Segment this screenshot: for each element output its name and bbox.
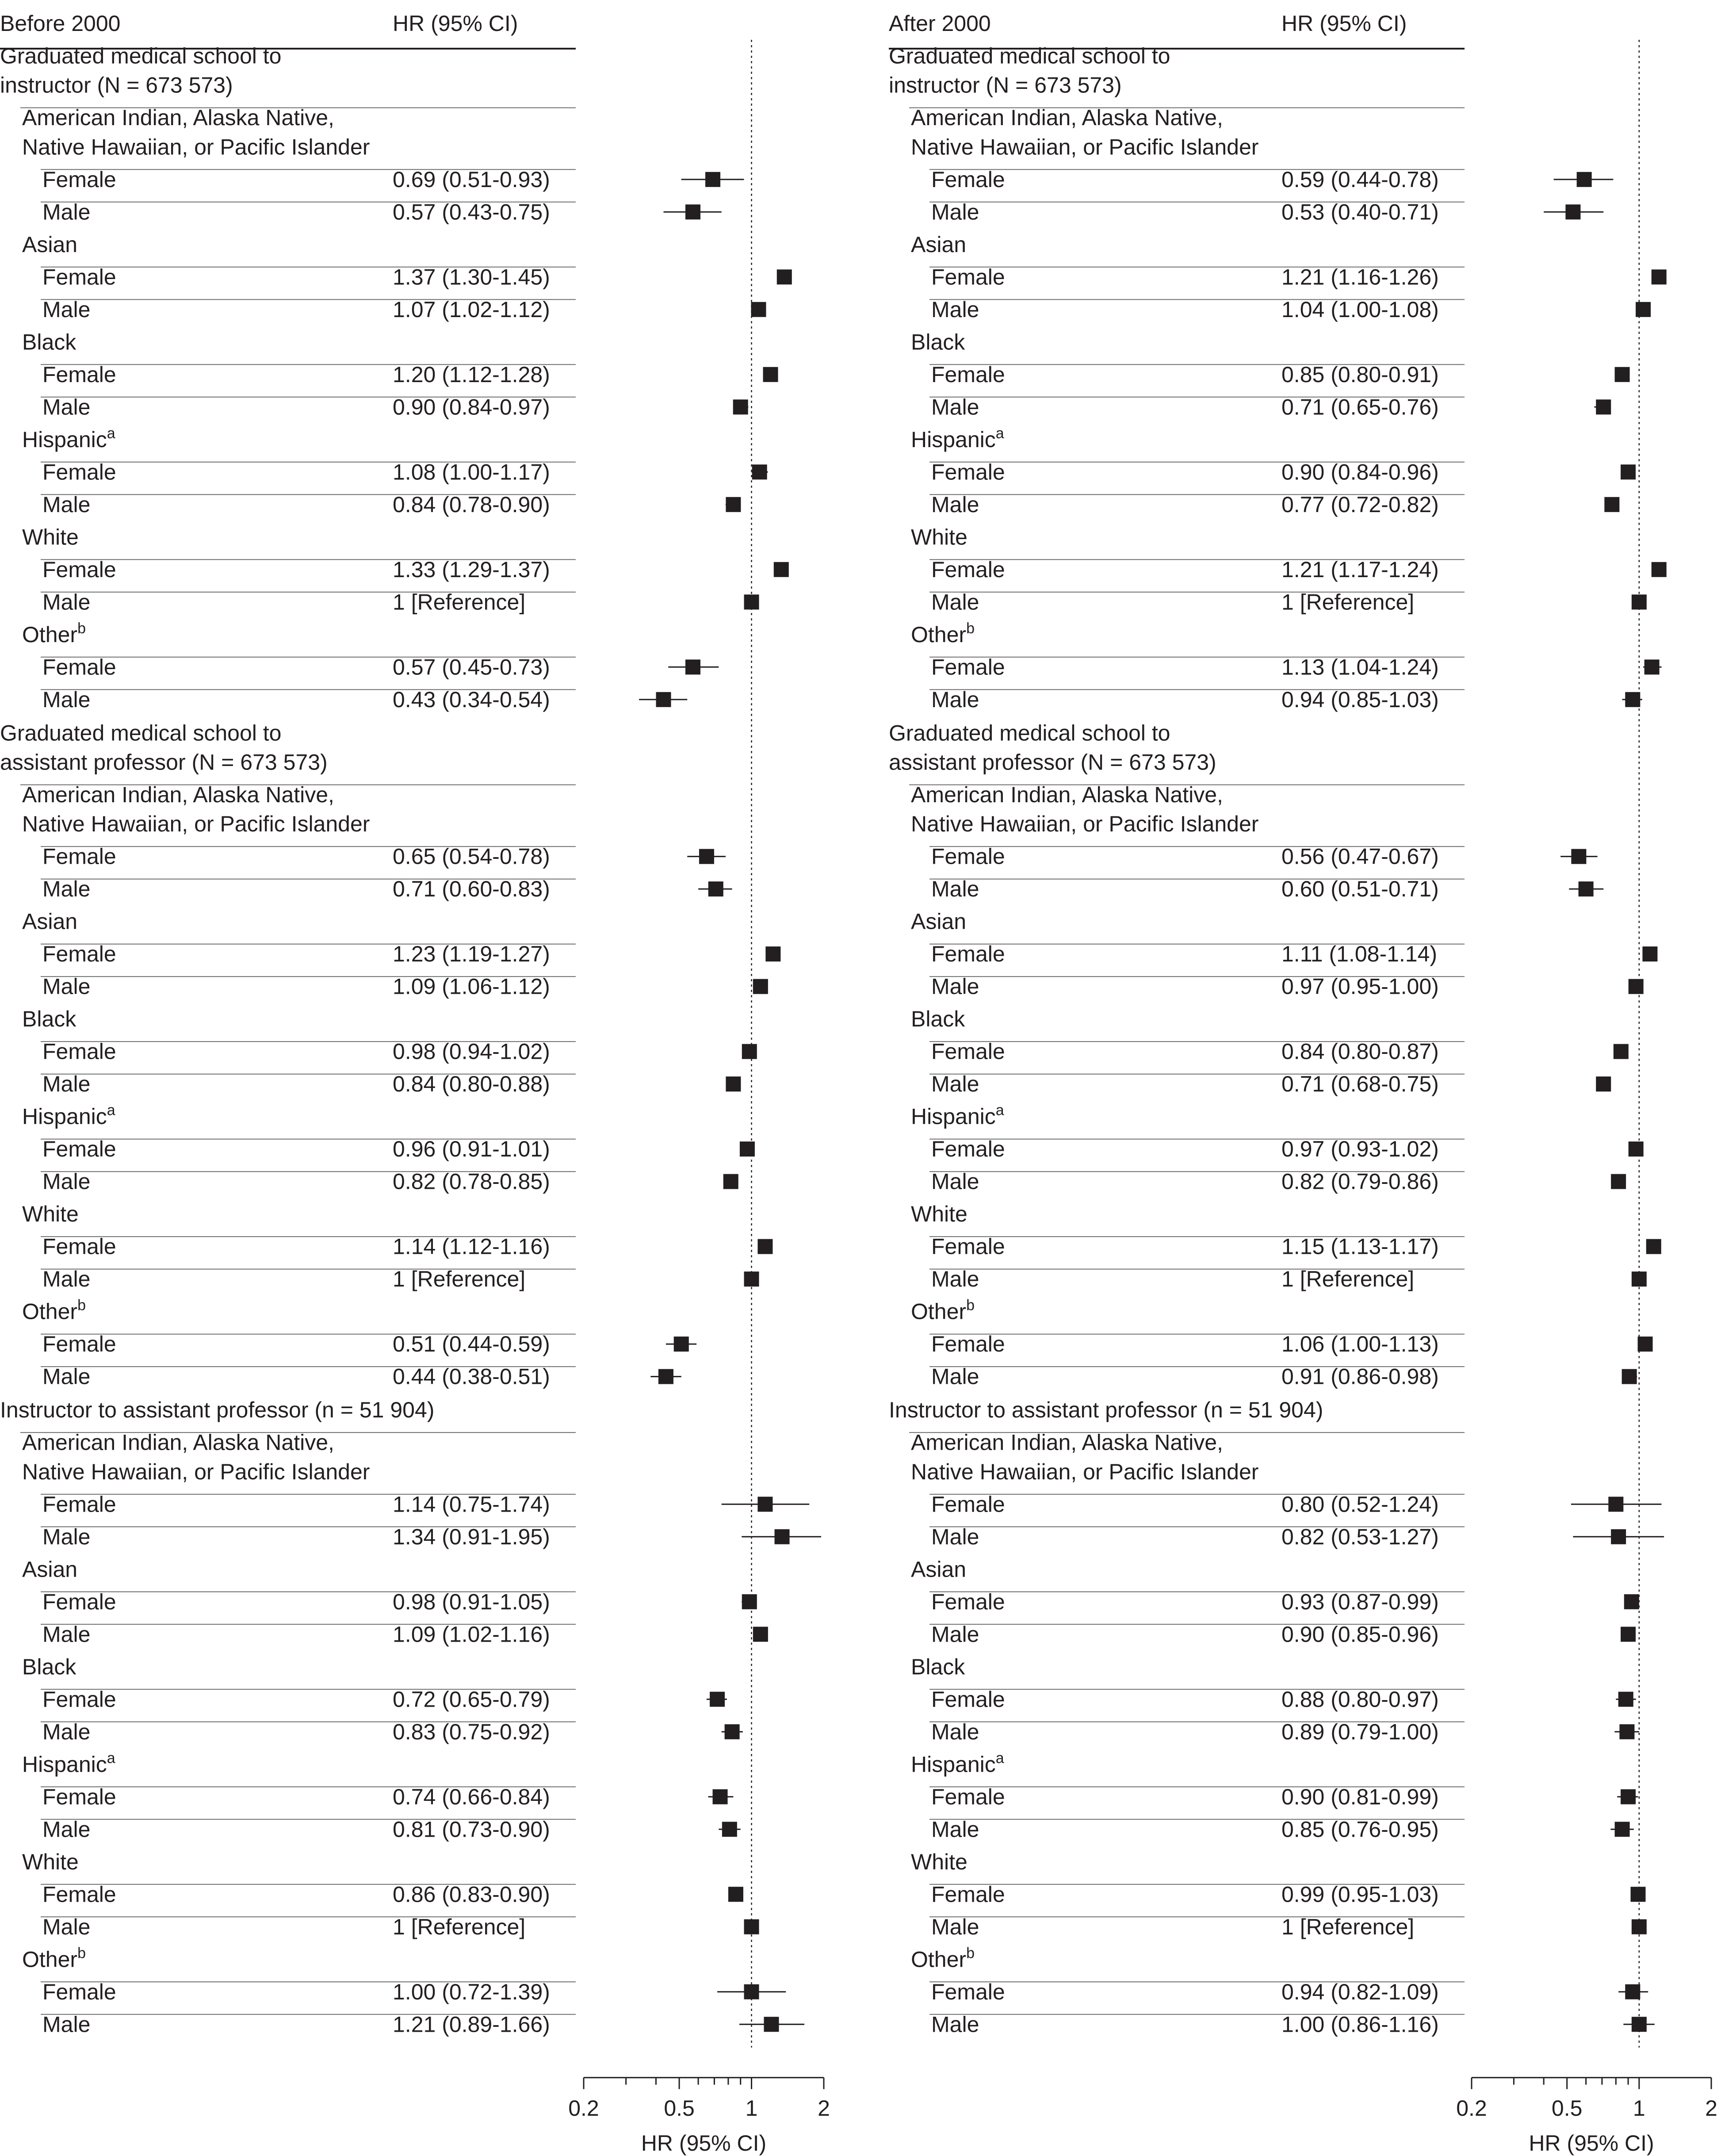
sex-label: Female	[931, 1784, 1005, 1809]
hr-value: 1.37 (1.30-1.45)	[393, 264, 550, 290]
hr-value: 0.56 (0.47-0.67)	[1281, 844, 1439, 869]
hr-point	[752, 464, 767, 479]
sex-label: Female	[42, 1979, 116, 2004]
hr-value: 1 [Reference]	[393, 1267, 526, 1292]
hr-point	[728, 1887, 743, 1902]
hr-point	[708, 881, 723, 896]
sex-label: Male	[931, 1524, 979, 1549]
footnote-marker: b	[966, 620, 975, 637]
hr-value: 0.85 (0.80-0.91)	[1281, 362, 1439, 387]
x-tick-label: 2	[818, 2095, 830, 2121]
forest-panel-0	[0, 11, 830, 2156]
hr-point	[1625, 1984, 1640, 1999]
hr-point	[751, 302, 766, 317]
sex-label: Female	[931, 362, 1005, 387]
group-label: Asian	[22, 909, 78, 934]
hr-point	[1596, 1076, 1611, 1091]
hr-point	[764, 2017, 779, 2032]
sex-label: Male	[42, 2012, 91, 2037]
hr-point	[742, 1044, 757, 1059]
sex-label: Male	[931, 687, 979, 712]
section-title: assistant professor (N = 673 573)	[0, 750, 328, 775]
hr-value: 0.82 (0.53-1.27)	[1281, 1524, 1439, 1549]
hr-point	[774, 562, 789, 577]
panel-title: After 2000	[889, 11, 991, 36]
group-label: American Indian, Alaska Native,	[911, 105, 1223, 130]
footnote-marker: a	[995, 425, 1004, 442]
sex-label: Male	[42, 1364, 91, 1389]
sex-label: Male	[931, 1169, 979, 1194]
group-label: White	[911, 1202, 968, 1227]
sex-label: Female	[42, 942, 116, 967]
hr-value: 0.71 (0.60-0.83)	[393, 877, 550, 902]
hr-value: 1.23 (1.19-1.27)	[393, 942, 550, 967]
hr-point	[742, 1594, 757, 1609]
x-tick-label: 1	[1633, 2095, 1645, 2121]
hr-value: 0.71 (0.68-0.75)	[1281, 1072, 1439, 1097]
group-label: Native Hawaiian, or Pacific Islander	[911, 812, 1259, 837]
hr-value: 1.13 (1.04-1.24)	[1281, 655, 1439, 680]
hr-point	[744, 1919, 759, 1934]
footnote-marker: b	[77, 1945, 86, 1962]
group-label: Black	[22, 1007, 76, 1032]
hr-point	[656, 692, 671, 707]
hr-value: 0.59 (0.44-0.78)	[1281, 167, 1439, 192]
hr-point	[723, 1174, 738, 1189]
hr-point	[1615, 1822, 1630, 1837]
hr-value: 0.65 (0.54-0.78)	[393, 844, 550, 869]
hr-value: 0.72 (0.65-0.79)	[393, 1687, 550, 1712]
hr-point	[1565, 204, 1580, 219]
sex-label: Male	[931, 199, 979, 225]
hr-point	[1638, 1336, 1653, 1352]
hr-value: 1.06 (1.00-1.13)	[1281, 1332, 1439, 1357]
hr-value: 0.93 (0.87-0.99)	[1281, 1589, 1439, 1614]
hr-value: 1.09 (1.06-1.12)	[393, 974, 550, 999]
hr-point	[733, 399, 748, 414]
hr-value: 0.81 (0.73-0.90)	[393, 1817, 550, 1842]
hr-value: 1.15 (1.13-1.17)	[1281, 1234, 1439, 1259]
hr-point	[1632, 1271, 1647, 1287]
section-title: Instructor to assistant professor (n = 51 904)	[889, 1398, 1323, 1423]
sex-label: Male	[42, 590, 91, 615]
group-label: American Indian, Alaska Native,	[22, 1430, 334, 1455]
panel-title: Before 2000	[0, 11, 121, 36]
sex-label: Female	[931, 942, 1005, 967]
hr-value: 0.83 (0.75-0.92)	[393, 1719, 550, 1744]
group-label: White	[911, 525, 968, 550]
hr-value: 0.57 (0.43-0.75)	[393, 199, 550, 225]
group-label: Asian	[911, 1557, 967, 1582]
group-label: Asian	[911, 232, 967, 257]
sex-label: Female	[42, 1492, 116, 1517]
sex-label: Male	[42, 1267, 91, 1292]
hr-point	[1615, 367, 1630, 382]
hr-value: 0.74 (0.66-0.84)	[393, 1784, 550, 1809]
sex-label: Male	[931, 1914, 979, 1939]
group-label: Hispanic$^a$	[22, 1750, 115, 1777]
hr-value: 1.11 (1.08-1.14)	[1281, 942, 1438, 967]
footnote-marker: a	[107, 425, 115, 442]
hr-value: 1 [Reference]	[393, 590, 526, 615]
hr-value: 0.60 (0.51-0.71)	[1281, 877, 1439, 902]
hr-point	[1652, 562, 1667, 577]
sex-label: Female	[42, 655, 116, 680]
hr-value: 1.14 (0.75-1.74)	[393, 1492, 550, 1517]
sex-label: Male	[42, 492, 91, 517]
sex-label: Female	[931, 1492, 1005, 1517]
sex-label: Female	[42, 1882, 116, 1907]
sex-label: Female	[42, 1784, 116, 1809]
hr-value: 1.21 (0.89-1.66)	[393, 2012, 550, 2037]
hr-value: 1.33 (1.29-1.37)	[393, 557, 550, 582]
hr-value: 0.98 (0.94-1.02)	[393, 1039, 550, 1064]
group-label: Black	[22, 1654, 76, 1679]
section-title: Instructor to assistant professor (n = 51 904)	[0, 1398, 435, 1423]
hr-point	[1579, 881, 1594, 896]
sex-label: Female	[931, 264, 1005, 290]
hr-point	[1625, 692, 1640, 707]
hr-point	[1629, 979, 1644, 994]
group-label: Black	[22, 329, 76, 355]
hr-point	[763, 367, 778, 382]
hr-point	[685, 204, 700, 219]
sex-label: Female	[42, 1589, 116, 1614]
group-label: Black	[911, 1654, 965, 1679]
hr-point	[1621, 1789, 1636, 1804]
hr-point	[1571, 849, 1586, 864]
hr-point	[1611, 1529, 1626, 1544]
hr-value: 0.82 (0.79-0.86)	[1281, 1169, 1439, 1194]
sex-label: Female	[42, 264, 116, 290]
hr-value: 1.00 (0.72-1.39)	[393, 1979, 550, 2004]
hr-point	[753, 979, 768, 994]
sex-label: Female	[42, 167, 116, 192]
group-label: Other$^b$	[911, 620, 975, 647]
section-title: Graduated medical school to	[889, 720, 1170, 746]
sex-label: Male	[42, 1817, 91, 1842]
hr-column-header: HR (95% CI)	[1281, 11, 1407, 36]
hr-point	[699, 849, 714, 864]
sex-label: Female	[42, 460, 116, 485]
group-label: Other$^b$	[911, 1297, 975, 1324]
group-label: Native Hawaiian, or Pacific Islander	[22, 812, 370, 837]
hr-point	[740, 1141, 755, 1157]
hr-value: 0.88 (0.80-0.97)	[1281, 1687, 1439, 1712]
sex-label: Female	[42, 1687, 116, 1712]
sex-label: Female	[931, 1039, 1005, 1064]
sex-label: Female	[42, 1039, 116, 1064]
footnote-marker: a	[107, 1102, 115, 1119]
sex-label: Female	[931, 1137, 1005, 1162]
sex-label: Female	[931, 557, 1005, 582]
section-title: instructor (N = 673 573)	[889, 73, 1122, 98]
sex-label: Female	[931, 1687, 1005, 1712]
hr-value: 0.90 (0.84-0.96)	[1281, 460, 1439, 485]
sex-label: Male	[931, 394, 979, 420]
hr-value: 1.07 (1.02-1.12)	[393, 297, 550, 322]
hr-point	[1629, 1141, 1644, 1157]
sex-label: Male	[931, 1267, 979, 1292]
hr-point	[1622, 1369, 1637, 1384]
hr-point	[1632, 2017, 1647, 2032]
hr-value: 0.91 (0.86-0.98)	[1281, 1364, 1439, 1389]
x-tick-label: 0.5	[664, 2095, 695, 2121]
sex-label: Female	[931, 844, 1005, 869]
x-axis-label: HR (95% CI)	[641, 2130, 767, 2156]
hr-value: 0.90 (0.81-0.99)	[1281, 1784, 1439, 1809]
sex-label: Male	[42, 1914, 91, 1939]
x-tick-label: 0.2	[568, 2095, 599, 2121]
group-label: Native Hawaiian, or Pacific Islander	[22, 1459, 370, 1484]
hr-value: 0.94 (0.82-1.09)	[1281, 1979, 1439, 2004]
sex-label: Male	[931, 1817, 979, 1842]
hr-point	[765, 946, 780, 961]
sex-label: Male	[931, 297, 979, 322]
hr-value: 1 [Reference]	[1281, 590, 1415, 615]
hr-point	[710, 1692, 725, 1707]
group-label: Hispanic$^a$	[22, 1102, 115, 1129]
hr-point	[744, 1271, 759, 1287]
hr-value: 0.82 (0.78-0.85)	[393, 1169, 550, 1194]
sex-label: Female	[931, 460, 1005, 485]
sex-label: Male	[931, 974, 979, 999]
hr-value: 0.98 (0.91-1.05)	[393, 1589, 550, 1614]
sex-label: Male	[42, 297, 91, 322]
hr-point	[1619, 1724, 1634, 1739]
hr-point	[1577, 172, 1592, 187]
hr-value: 0.96 (0.91-1.01)	[393, 1137, 550, 1162]
group-label: Asian	[911, 909, 967, 934]
group-label: Native Hawaiian, or Pacific Islander	[911, 134, 1259, 160]
sex-label: Female	[42, 1332, 116, 1357]
hr-point	[757, 1497, 773, 1512]
group-label: American Indian, Alaska Native,	[911, 782, 1223, 807]
hr-value: 0.84 (0.80-0.88)	[393, 1072, 550, 1097]
hr-point	[1624, 1594, 1639, 1609]
sex-label: Male	[42, 1719, 91, 1744]
hr-value: 1.14 (1.12-1.16)	[393, 1234, 550, 1259]
sex-label: Female	[42, 1137, 116, 1162]
footnote-marker: b	[77, 1297, 86, 1314]
hr-point	[1636, 302, 1651, 317]
sex-label: Female	[931, 1979, 1005, 2004]
group-label: Other$^b$	[911, 1945, 975, 1972]
footnote-marker: b	[966, 1945, 975, 1962]
hr-value: 0.69 (0.51-0.93)	[393, 167, 550, 192]
x-tick-label: 2	[1705, 2095, 1717, 2121]
x-tick-label: 1	[745, 2095, 758, 2121]
hr-value: 1.21 (1.16-1.26)	[1281, 264, 1439, 290]
sex-label: Male	[42, 199, 91, 225]
group-label: Native Hawaiian, or Pacific Islander	[911, 1459, 1259, 1484]
group-label: American Indian, Alaska Native,	[22, 782, 334, 807]
hr-value: 1 [Reference]	[1281, 1914, 1415, 1939]
sex-label: Male	[42, 1524, 91, 1549]
group-label: American Indian, Alaska Native,	[911, 1430, 1223, 1455]
group-label: Black	[911, 329, 965, 355]
group-label: Hispanic$^a$	[22, 425, 115, 452]
hr-value: 0.80 (0.52-1.24)	[1281, 1492, 1439, 1517]
hr-point	[705, 172, 720, 187]
footnote-marker: a	[995, 1750, 1004, 1767]
section-title: Graduated medical school to	[0, 43, 282, 69]
sex-label: Female	[931, 167, 1005, 192]
group-label: Other$^b$	[22, 1297, 86, 1324]
hr-value: 0.85 (0.76-0.95)	[1281, 1817, 1439, 1842]
hr-value: 0.53 (0.40-0.71)	[1281, 199, 1439, 225]
group-label: Other$^b$	[22, 1945, 86, 1972]
hr-point	[726, 1076, 741, 1091]
hr-value: 0.97 (0.95-1.00)	[1281, 974, 1439, 999]
sex-label: Female	[931, 1332, 1005, 1357]
group-label: Hispanic$^a$	[911, 425, 1004, 452]
hr-point	[757, 1239, 773, 1254]
sex-label: Male	[931, 877, 979, 902]
hr-value: 0.84 (0.78-0.90)	[393, 492, 550, 517]
footnote-marker: a	[995, 1102, 1004, 1119]
sex-label: Female	[42, 557, 116, 582]
sex-label: Male	[931, 492, 979, 517]
sex-label: Male	[931, 1622, 979, 1647]
sex-label: Male	[931, 2012, 979, 2037]
group-label: Asian	[22, 232, 78, 257]
sex-label: Male	[42, 687, 91, 712]
sex-label: Male	[42, 974, 91, 999]
hr-point	[1645, 659, 1660, 674]
hr-value: 0.90 (0.85-0.96)	[1281, 1622, 1439, 1647]
hr-value: 0.44 (0.38-0.51)	[393, 1364, 550, 1389]
footnote-marker: b	[966, 1297, 975, 1314]
hr-value: 0.77 (0.72-0.82)	[1281, 492, 1439, 517]
hr-value: 0.90 (0.84-0.97)	[393, 394, 550, 420]
hr-point	[1596, 399, 1611, 414]
group-label: American Indian, Alaska Native,	[22, 105, 334, 130]
hr-point	[1652, 269, 1667, 284]
section-title: instructor (N = 673 573)	[0, 73, 233, 98]
hr-value: 1.21 (1.17-1.24)	[1281, 557, 1439, 582]
sex-label: Male	[931, 1719, 979, 1744]
hr-point	[744, 1984, 759, 1999]
hr-value: 0.43 (0.34-0.54)	[393, 687, 550, 712]
hr-point	[1618, 1692, 1633, 1707]
hr-point	[713, 1789, 728, 1804]
hr-value: 1.20 (1.12-1.28)	[393, 362, 550, 387]
x-tick-label: 0.2	[1456, 2095, 1487, 2121]
sex-label: Male	[931, 1072, 979, 1097]
hr-point	[1646, 1239, 1661, 1254]
x-axis-label: HR (95% CI)	[1529, 2130, 1654, 2156]
hr-point	[1614, 1044, 1629, 1059]
sex-label: Female	[931, 655, 1005, 680]
hr-point	[1611, 1174, 1626, 1189]
hr-point	[685, 659, 700, 674]
hr-value: 1 [Reference]	[393, 1914, 526, 1939]
hr-point	[658, 1369, 673, 1384]
hr-value: 0.97 (0.93-1.02)	[1281, 1137, 1439, 1162]
hr-point	[726, 497, 741, 512]
group-label: Native Hawaiian, or Pacific Islander	[22, 134, 370, 160]
hr-value: 0.99 (0.95-1.03)	[1281, 1882, 1439, 1907]
sex-label: Male	[42, 1072, 91, 1097]
hr-point	[725, 1724, 740, 1739]
hr-value: 1 [Reference]	[1281, 1267, 1415, 1292]
hr-value: 1.08 (1.00-1.17)	[393, 460, 550, 485]
sex-label: Male	[42, 394, 91, 420]
hr-point	[1632, 594, 1647, 609]
hr-point	[1632, 1919, 1647, 1934]
section-title: Graduated medical school to	[889, 43, 1170, 69]
hr-point	[1642, 946, 1657, 961]
forest-panel-1	[889, 11, 1717, 2156]
group-label: Other$^b$	[22, 620, 86, 647]
hr-column-header: HR (95% CI)	[393, 11, 518, 36]
section-title: Graduated medical school to	[0, 720, 282, 746]
sex-label: Male	[931, 590, 979, 615]
hr-value: 0.84 (0.80-0.87)	[1281, 1039, 1439, 1064]
footnote-marker: b	[77, 620, 86, 637]
hr-point	[1604, 497, 1619, 512]
hr-point	[744, 594, 759, 609]
group-label: Black	[911, 1007, 965, 1032]
group-label: Hispanic$^a$	[911, 1750, 1004, 1777]
sex-label: Female	[42, 844, 116, 869]
sex-label: Female	[931, 1234, 1005, 1259]
sex-label: Female	[931, 1589, 1005, 1614]
hr-point	[1630, 1887, 1645, 1902]
hr-value: 0.71 (0.65-0.76)	[1281, 394, 1439, 420]
sex-label: Male	[42, 877, 91, 902]
hr-value: 0.51 (0.44-0.59)	[393, 1332, 550, 1357]
hr-point	[722, 1822, 737, 1837]
hr-value: 0.89 (0.79-1.00)	[1281, 1719, 1439, 1744]
x-tick-label: 0.5	[1551, 2095, 1583, 2121]
group-label: White	[22, 525, 79, 550]
sex-label: Male	[42, 1169, 91, 1194]
group-label: White	[911, 1849, 968, 1874]
hr-point	[777, 269, 792, 284]
hr-point	[775, 1529, 790, 1544]
sex-label: Female	[42, 1234, 116, 1259]
hr-point	[1621, 1627, 1636, 1642]
hr-value: 0.57 (0.45-0.73)	[393, 655, 550, 680]
hr-point	[753, 1627, 768, 1642]
hr-point	[1621, 464, 1636, 479]
sex-label: Female	[42, 362, 116, 387]
hr-value: 1.00 (0.86-1.16)	[1281, 2012, 1439, 2037]
sex-label: Male	[931, 1364, 979, 1389]
sex-label: Male	[42, 1622, 91, 1647]
group-label: White	[22, 1202, 79, 1227]
hr-value: 1.34 (0.91-1.95)	[393, 1524, 550, 1549]
hr-value: 1.09 (1.02-1.16)	[393, 1622, 550, 1647]
hr-point	[1608, 1497, 1623, 1512]
hr-value: 0.94 (0.85-1.03)	[1281, 687, 1439, 712]
sex-label: Female	[931, 1882, 1005, 1907]
footnote-marker: a	[107, 1750, 115, 1767]
hr-value: 0.86 (0.83-0.90)	[393, 1882, 550, 1907]
hr-point	[674, 1336, 689, 1352]
group-label: Hispanic$^a$	[911, 1102, 1004, 1129]
hr-value: 1.04 (1.00-1.08)	[1281, 297, 1439, 322]
group-label: Asian	[22, 1557, 78, 1582]
section-title: assistant professor (N = 673 573)	[889, 750, 1216, 775]
group-label: White	[22, 1849, 79, 1874]
